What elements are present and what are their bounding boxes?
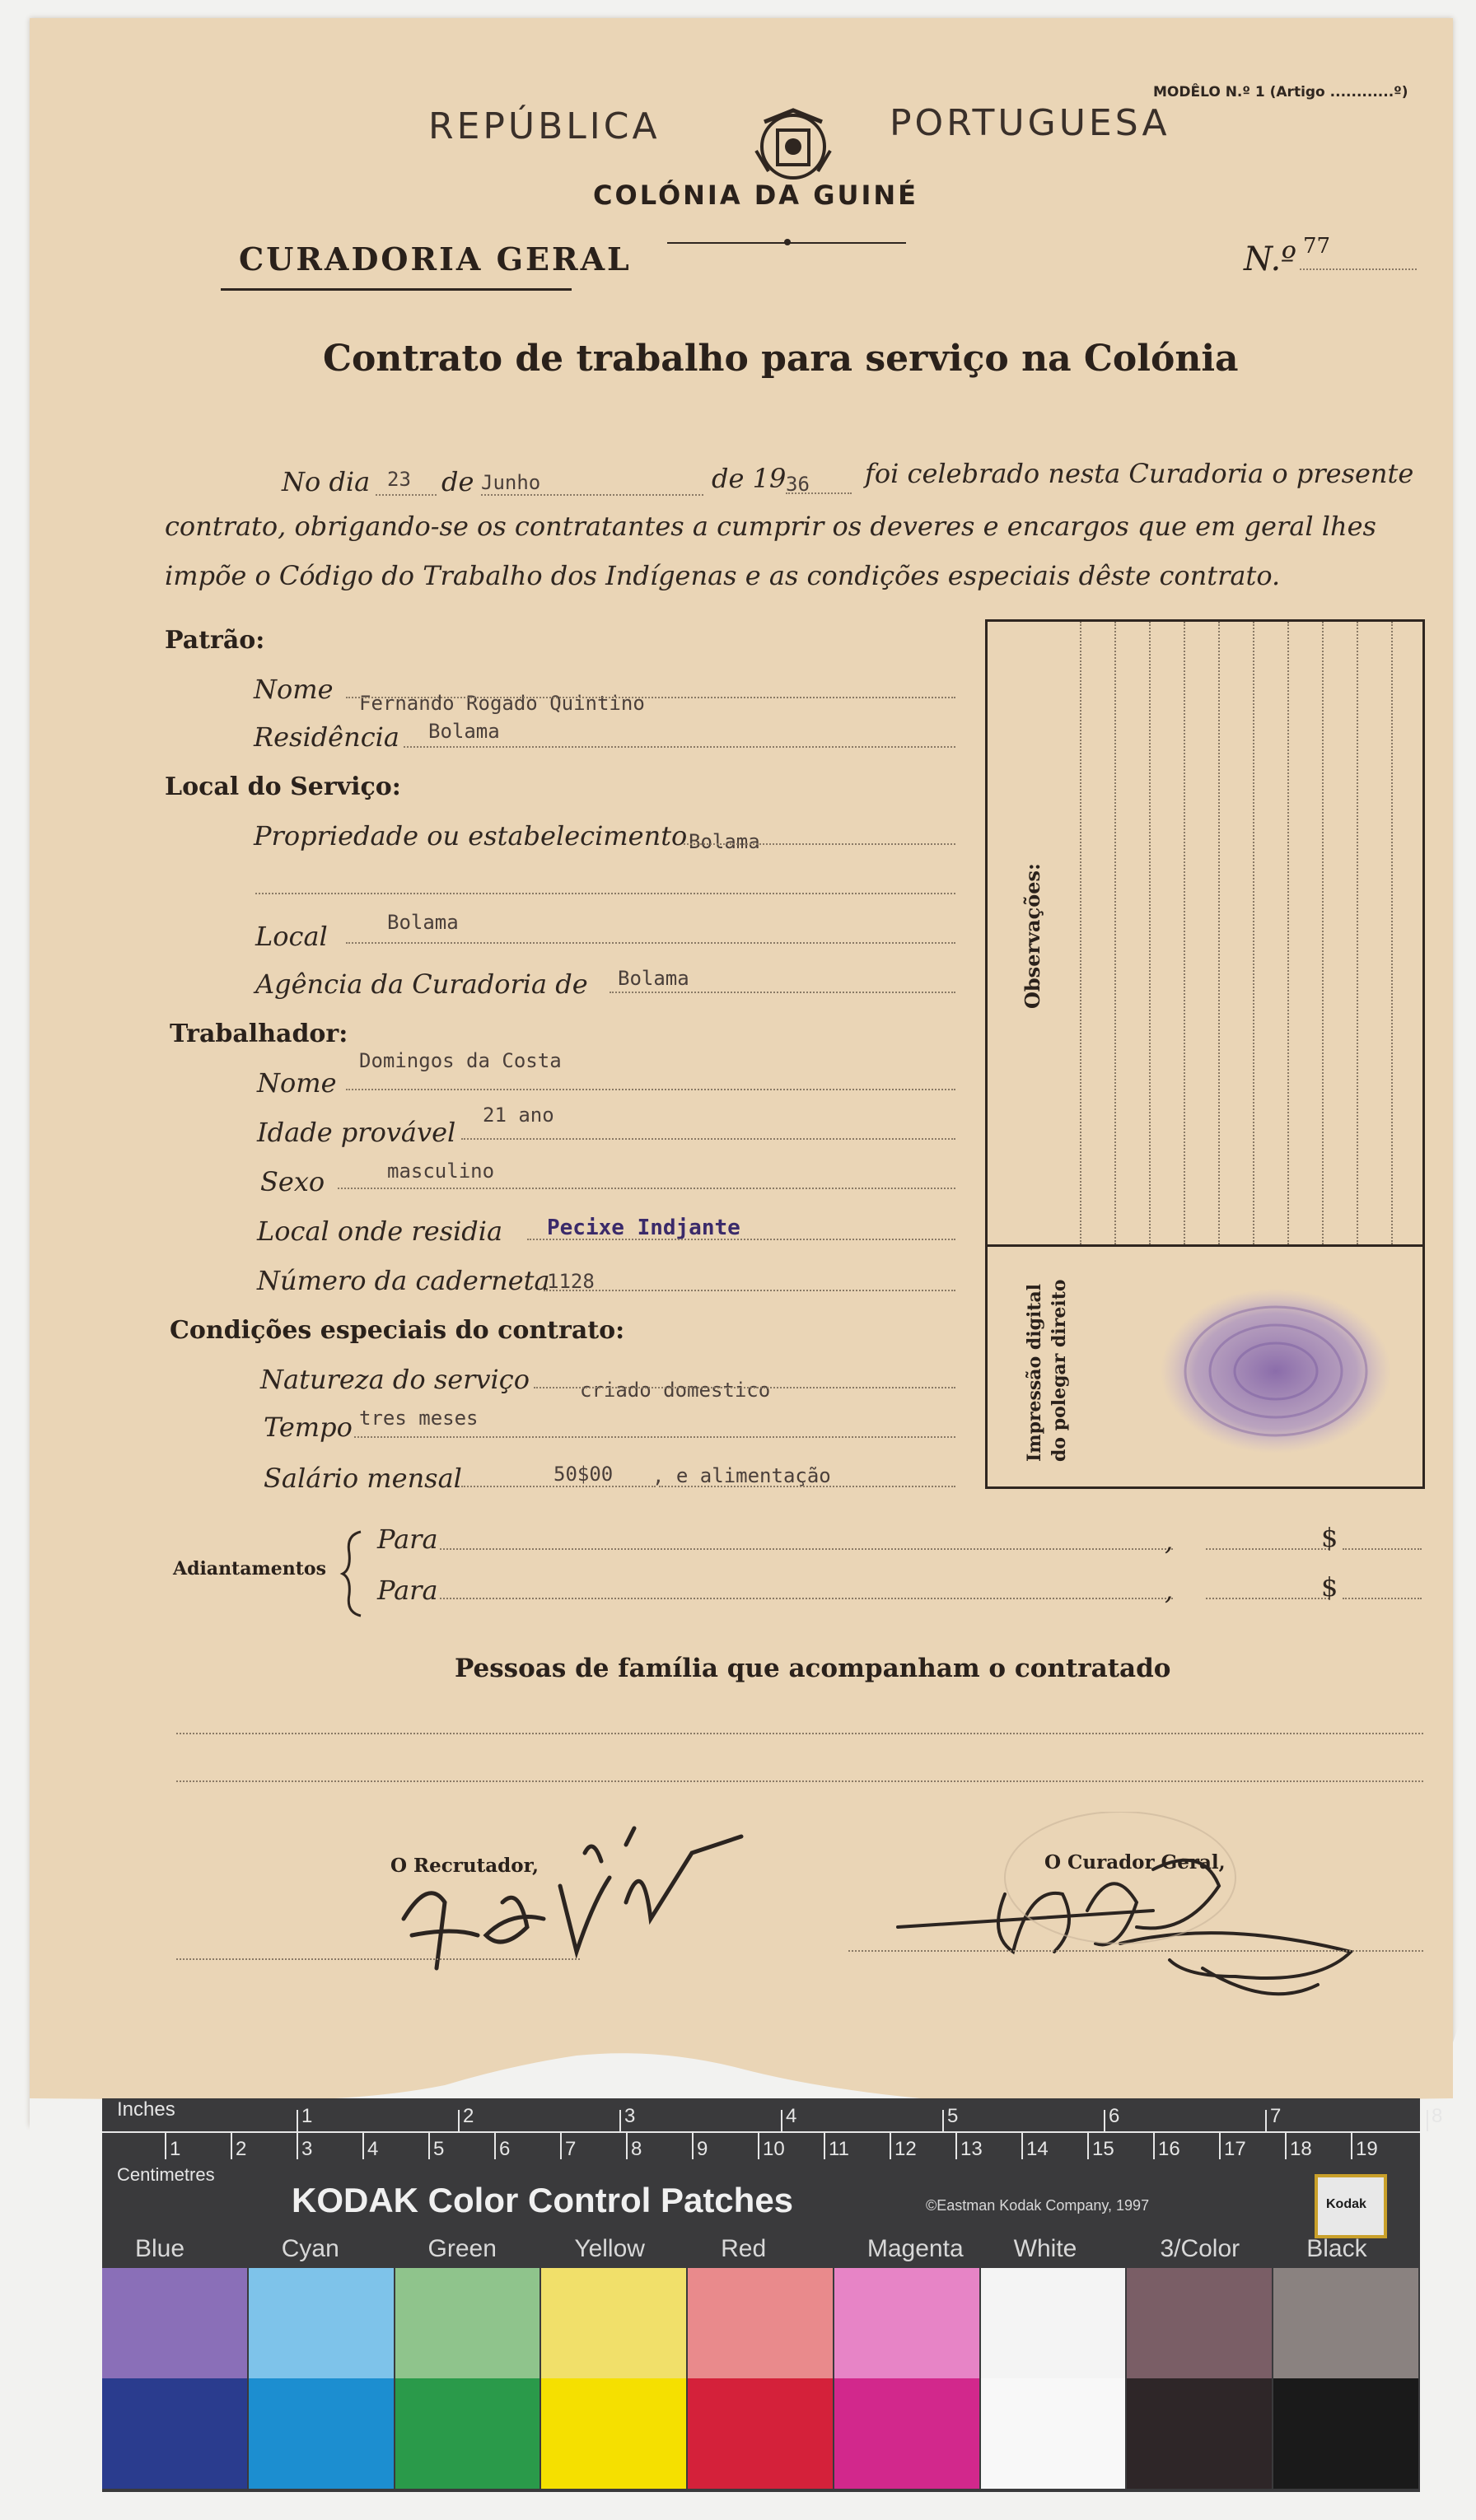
agency-label: Agência da Curadoria de xyxy=(255,968,588,1000)
color-patch xyxy=(1127,2268,1272,2378)
time-label: Tempo xyxy=(264,1412,353,1443)
advance-row2-amount-dots xyxy=(1206,1598,1329,1599)
advance-row1-cents-dots xyxy=(1343,1548,1422,1550)
worker-name-dots xyxy=(346,1089,955,1090)
patch-label: Magenta xyxy=(866,2235,964,2262)
model-label: MODÊLO N.º 1 (Artigo ............º) xyxy=(1153,84,1408,100)
observations-box xyxy=(985,619,1425,1489)
intro-de-19: de 19 xyxy=(712,463,787,494)
salary-value: 50$00 xyxy=(554,1463,614,1486)
kodak-color-card xyxy=(102,2098,1443,2492)
worker-booklet-value: 1128 xyxy=(547,1270,595,1293)
obs-rule xyxy=(1322,622,1324,1244)
property-dots xyxy=(684,843,955,845)
intro-line3: impõe o Código do Trabalho dos Indígenas e as condições especiais dêste contrato. xyxy=(165,560,1281,591)
time-dots xyxy=(354,1436,955,1438)
worker-sex-value: masculino xyxy=(387,1160,495,1183)
worker-residence-dots xyxy=(527,1239,955,1240)
intro-line2: contrato, obrigando-se os contratantes a cumprir os deveres e encargos que em geral lhes xyxy=(165,511,1376,542)
cm-tick xyxy=(758,2131,759,2159)
cm-tick xyxy=(1021,2131,1023,2159)
patch-label: 3/Color xyxy=(1160,2235,1240,2262)
obs-rule xyxy=(1184,622,1185,1244)
cm-tick-label: 17 xyxy=(1224,2138,1246,2160)
local-label: Local xyxy=(255,921,328,952)
cm-tick-label: 2 xyxy=(236,2138,247,2160)
cm-tick xyxy=(692,2131,694,2159)
cm-tick-label: 19 xyxy=(1356,2138,1378,2160)
patch-label: Yellow xyxy=(574,2235,645,2262)
cm-tick-label: 8 xyxy=(631,2138,642,2160)
patch-label: Red xyxy=(721,2235,767,2262)
inch-tick-label: 2 xyxy=(463,2105,474,2127)
kodak-logo xyxy=(1315,2174,1387,2238)
year-dots xyxy=(786,492,852,494)
intro-line1-end: foi celebrado nesta Curadoria o presente xyxy=(865,458,1414,489)
salary-dots xyxy=(461,1486,656,1487)
advance-row1-label: Para xyxy=(377,1524,438,1555)
color-patch xyxy=(541,2268,686,2378)
inch-tick-label: 4 xyxy=(786,2105,797,2127)
cm-tick-label: 10 xyxy=(763,2138,785,2160)
color-patch xyxy=(1273,2268,1418,2378)
obs-rule xyxy=(1357,622,1358,1244)
color-patch xyxy=(102,2378,247,2489)
cm-tick-label: 15 xyxy=(1092,2138,1114,2160)
patch-label: Cyan xyxy=(281,2235,339,2262)
day-dots xyxy=(376,494,437,496)
worker-residence-label: Local onde residia xyxy=(257,1216,503,1247)
family-line-1 xyxy=(176,1733,1423,1734)
intro-year: 36 xyxy=(786,473,810,496)
inch-tick xyxy=(781,2110,782,2131)
inch-tick-label: 3 xyxy=(624,2105,636,2127)
local-servico-heading: Local do Serviço: xyxy=(165,772,401,801)
intro-no-dia: No dia xyxy=(282,466,371,497)
color-patch xyxy=(1127,2378,1272,2489)
worker-booklet-dots xyxy=(544,1290,955,1291)
obs-rule xyxy=(1253,622,1254,1244)
inch-tick-label: 6 xyxy=(1109,2105,1120,2127)
patrao-name-value: Fernando Rogado Quintino xyxy=(359,692,645,715)
cm-tick-label: 18 xyxy=(1290,2138,1312,2160)
conditions-heading: Condições especiais do contrato: xyxy=(170,1316,625,1345)
patrao-name-label: Nome xyxy=(254,674,334,705)
cm-tick xyxy=(297,2131,298,2159)
cm-tick xyxy=(1153,2131,1155,2159)
inch-tick xyxy=(1427,2110,1428,2131)
cm-tick-label: 6 xyxy=(499,2138,511,2160)
color-patch xyxy=(981,2268,1126,2378)
cm-tick xyxy=(560,2131,562,2159)
patch-label: Blue xyxy=(135,2235,185,2262)
advance-row1-currency: $ xyxy=(1321,1522,1338,1553)
republic-right: PORTUGUESA xyxy=(890,102,1170,144)
worker-age-dots xyxy=(461,1138,955,1140)
patrao-residence-dots xyxy=(404,746,955,748)
number-value: 77 xyxy=(1303,234,1331,259)
patrao-heading: Patrão: xyxy=(165,626,265,655)
worker-sex-label: Sexo xyxy=(260,1166,325,1197)
contract-title: Contrato de trabalho para serviço na Colónia xyxy=(323,338,1239,380)
color-patch xyxy=(102,2268,247,2378)
cm-tick-label: 9 xyxy=(697,2138,708,2160)
recruiter-dots xyxy=(176,1958,580,1960)
family-heading: Pessoas de família que acompanham o contratado xyxy=(455,1654,1171,1683)
intro-day: 23 xyxy=(387,468,411,491)
color-patch xyxy=(395,2378,540,2489)
obs-rule xyxy=(1287,622,1289,1244)
cm-tick xyxy=(1351,2131,1352,2159)
cm-tick xyxy=(626,2131,628,2159)
inch-tick xyxy=(458,2110,460,2131)
advance-row1-amount-dots xyxy=(1206,1548,1329,1550)
inch-tick xyxy=(1265,2110,1267,2131)
thumb-label-2: do polegar direito xyxy=(1049,1279,1070,1462)
property-dots-2 xyxy=(255,893,955,894)
thumb-label-1: Impressão digital xyxy=(1024,1283,1045,1462)
salary-extra-dots xyxy=(659,1486,955,1487)
color-patch xyxy=(395,2268,540,2378)
patch-label: Black xyxy=(1306,2235,1367,2262)
recruiter-label: O Recrutador, xyxy=(390,1855,539,1877)
office-title: CURADORIA GERAL xyxy=(239,240,632,278)
patrao-name-dots xyxy=(346,697,955,698)
color-patch xyxy=(981,2378,1126,2489)
cm-tick xyxy=(231,2131,232,2159)
inches-label: Inches xyxy=(117,2098,175,2121)
nature-value: criado domestico xyxy=(580,1379,771,1402)
recruiter-signature-icon xyxy=(379,1804,807,1993)
property-label: Propriedade ou estabelecimento xyxy=(254,820,688,852)
family-line-2 xyxy=(176,1780,1423,1782)
advance-row2-dots xyxy=(440,1598,1173,1599)
obs-rule xyxy=(1080,622,1081,1244)
advance-row2-currency: $ xyxy=(1321,1571,1338,1603)
local-dots xyxy=(346,942,955,944)
advances-brace-icon xyxy=(339,1528,364,1619)
curator-label: O Curador Geral, xyxy=(1044,1851,1226,1874)
worker-residence-value: Pecixe Indjante xyxy=(547,1216,740,1240)
office-underline xyxy=(221,288,572,291)
cm-tick xyxy=(165,2131,166,2159)
inch-tick xyxy=(1104,2110,1105,2131)
local-value: Bolama xyxy=(387,911,459,934)
cm-tick-label: 7 xyxy=(565,2138,577,2160)
patrao-residence-value: Bolama xyxy=(428,720,500,743)
color-patch xyxy=(249,2268,394,2378)
cm-tick-label: 3 xyxy=(301,2138,313,2160)
worker-age-label: Idade provável xyxy=(257,1117,456,1148)
color-patch xyxy=(834,2268,979,2378)
color-patch xyxy=(541,2378,686,2489)
inch-tick xyxy=(619,2110,621,2131)
obs-rule xyxy=(1149,622,1151,1244)
ruler-baseline xyxy=(102,2131,1420,2133)
intro-month: Junho xyxy=(481,471,541,494)
agency-value: Bolama xyxy=(618,967,689,990)
patch-label: White xyxy=(1013,2235,1077,2262)
time-value: tres meses xyxy=(359,1407,479,1430)
colony-name: COLÓNIA DA GUINÉ xyxy=(593,180,918,211)
number-dotted-line xyxy=(1300,268,1417,270)
advance-row2-cents-dots xyxy=(1343,1598,1422,1599)
advances-label: Adiantamentos xyxy=(173,1558,326,1580)
coat-of-arms-icon xyxy=(748,105,838,184)
inch-tick-label: 1 xyxy=(301,2105,313,2127)
advance-row2-comma: , xyxy=(1165,1575,1174,1606)
cm-tick-label: 12 xyxy=(894,2138,917,2160)
advance-row2-label: Para xyxy=(377,1575,438,1606)
number-label: N.º xyxy=(1244,240,1296,278)
inch-tick-label: 8 xyxy=(1432,2105,1443,2127)
cm-tick-label: 5 xyxy=(433,2138,445,2160)
obs-rule xyxy=(1114,622,1116,1244)
kodak-logo-text: Kodak xyxy=(1326,2197,1366,2211)
obs-rule xyxy=(1391,622,1393,1244)
color-patch xyxy=(688,2378,833,2489)
worker-sex-dots xyxy=(338,1188,955,1189)
worker-name-label: Nome xyxy=(257,1067,337,1099)
thumbprint-icon xyxy=(1152,1281,1399,1462)
curator-dots xyxy=(848,1950,1423,1952)
intro-de-1: de xyxy=(441,466,474,497)
month-dots xyxy=(481,494,703,496)
observations-label: Observações: xyxy=(1021,863,1044,1009)
salary-extra: , e alimentação xyxy=(652,1464,831,1487)
cm-tick xyxy=(1087,2131,1089,2159)
nature-label: Natureza do serviço xyxy=(260,1364,530,1395)
agency-dots xyxy=(610,992,955,993)
cm-tick-label: 4 xyxy=(367,2138,379,2160)
cm-tick-label: 16 xyxy=(1158,2138,1180,2160)
republic-left: REPÚBLICA xyxy=(428,105,661,147)
worker-name-value: Domingos da Costa xyxy=(359,1049,562,1072)
salary-label: Salário mensal xyxy=(264,1463,462,1494)
trabalhador-heading: Trabalhador: xyxy=(170,1020,348,1048)
color-patch xyxy=(834,2378,979,2489)
cm-tick-label: 11 xyxy=(829,2138,849,2160)
color-patch xyxy=(249,2378,394,2489)
inch-tick xyxy=(942,2110,944,2131)
advance-row1-comma: , xyxy=(1165,1525,1174,1556)
cm-tick xyxy=(494,2131,496,2159)
patch-label: Green xyxy=(427,2235,497,2262)
patrao-residence-label: Residência xyxy=(254,721,399,753)
cm-label: Centimetres xyxy=(117,2164,215,2185)
cm-tick xyxy=(362,2131,364,2159)
inch-tick-label: 7 xyxy=(1270,2105,1282,2127)
cm-tick-label: 13 xyxy=(960,2138,983,2160)
cm-tick xyxy=(824,2131,825,2159)
worker-age-value: 21 ano xyxy=(483,1104,554,1127)
cm-tick-label: 1 xyxy=(170,2138,181,2160)
inch-tick xyxy=(297,2110,298,2131)
card-copyright: ©Eastman Kodak Company, 1997 xyxy=(926,2197,1150,2214)
cm-tick xyxy=(1219,2131,1221,2159)
obs-divider xyxy=(988,1244,1422,1247)
cm-tick xyxy=(955,2131,957,2159)
inch-tick-label: 5 xyxy=(947,2105,959,2127)
property-value: Bolama xyxy=(689,830,760,853)
header-rule-dot xyxy=(784,239,791,245)
cm-tick-label: 14 xyxy=(1026,2138,1049,2160)
cm-tick xyxy=(890,2131,891,2159)
color-patch xyxy=(688,2268,833,2378)
card-title: KODAK Color Control Patches xyxy=(292,2181,794,2219)
worker-booklet-label: Número da caderneta xyxy=(257,1265,550,1296)
nature-dots xyxy=(534,1387,955,1388)
color-patch xyxy=(1273,2378,1418,2489)
cm-tick xyxy=(428,2131,430,2159)
cm-tick xyxy=(1285,2131,1287,2159)
advance-row1-dots xyxy=(440,1548,1173,1550)
obs-rule xyxy=(1218,622,1220,1244)
